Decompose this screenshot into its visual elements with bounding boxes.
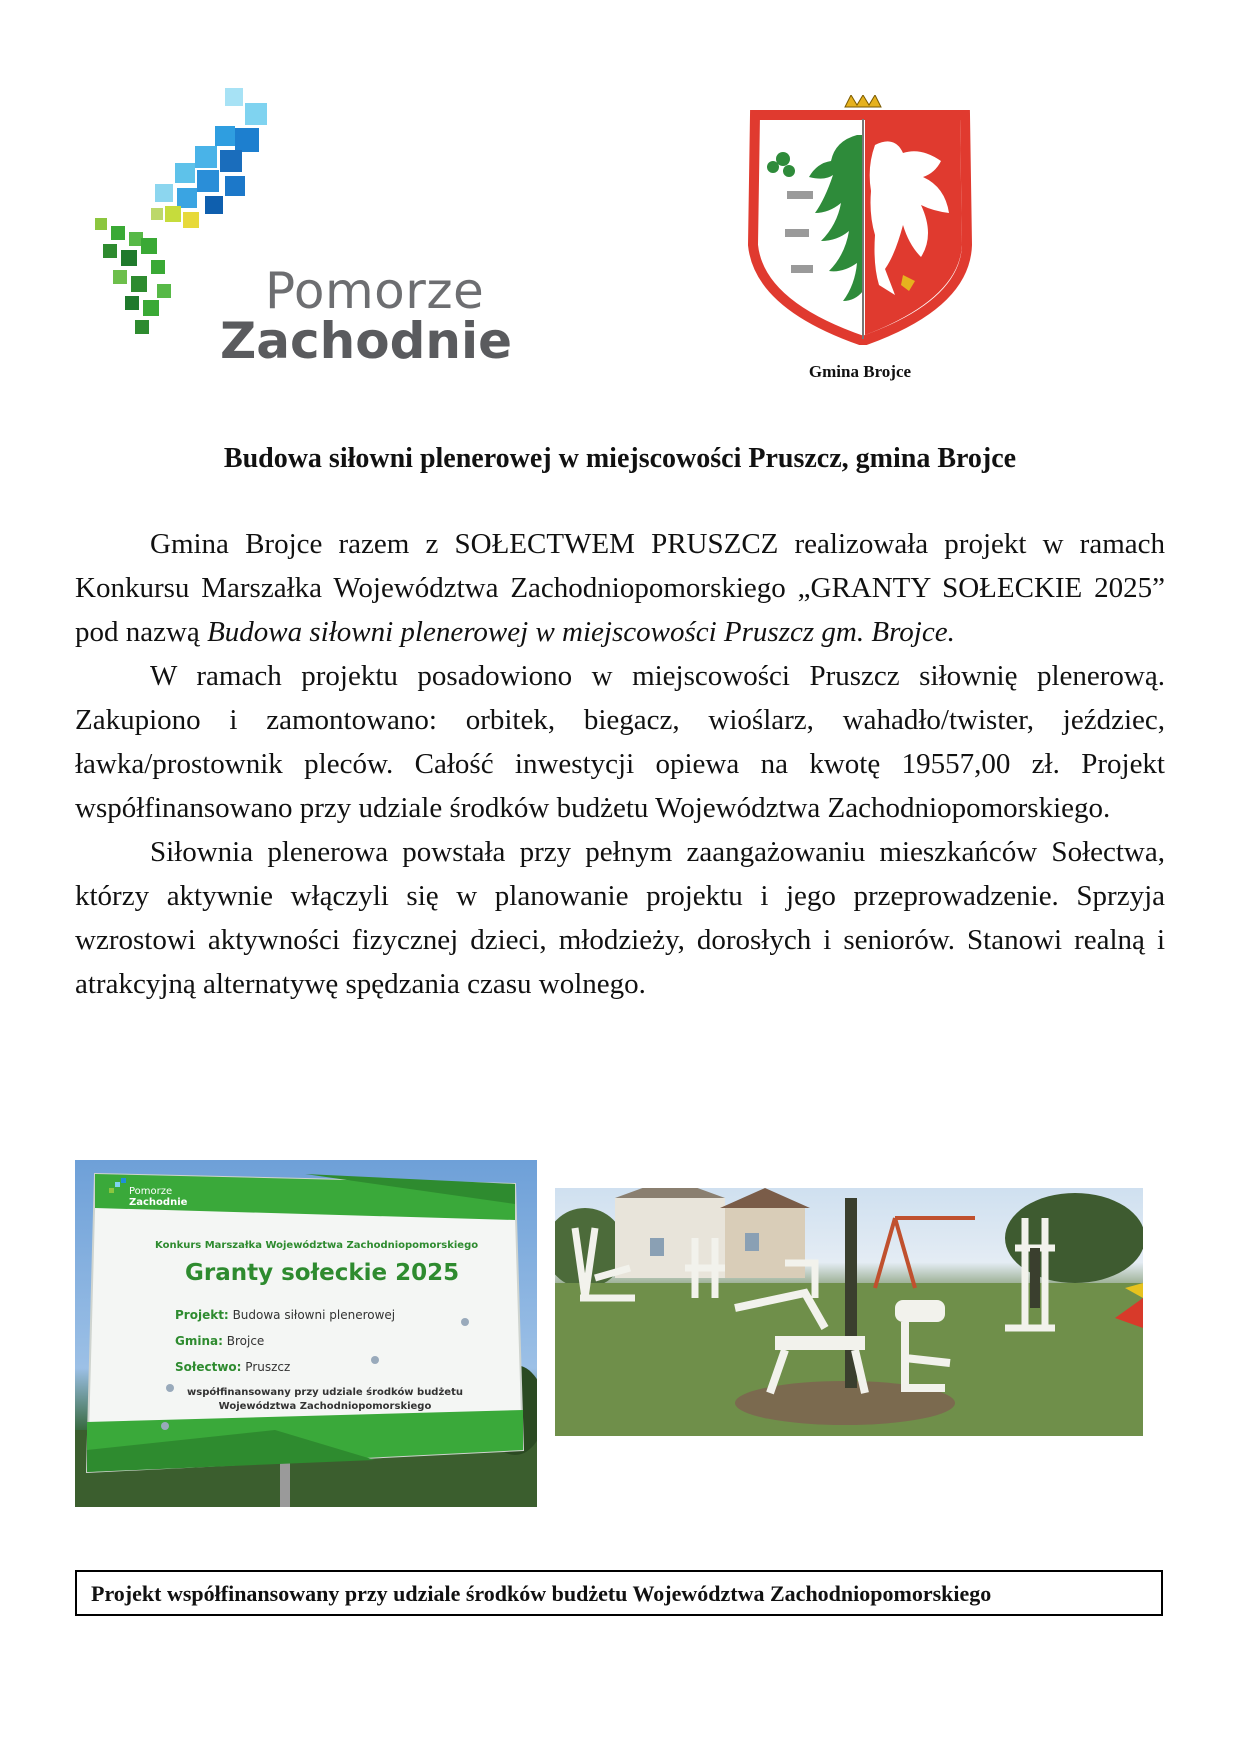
board-solectwo-row [175,1360,290,1374]
board-project-value: Budowa siłowni plenerowej [232,1308,396,1322]
board-project-row [175,1308,395,1322]
coat-of-arms-icon [745,95,975,345]
paragraph-2: W ramach projektu posadowiono w miejscowości Pruszcz siłownię plenerową. Zakupiono i zamontowano: orbitek, biegacz, wioślarz, wahadło/twister, jeździec, ławka/prostownik pleców. Całość inwestycji opiewa na kwotę 19557,00 zł. Projekt współfinansowano przy udziale środków budżetu Województwa Zachodniopomorskiego. [75,660,1165,824]
paragraph-1-lead: Gmina Brojce razem z SOŁECTWEM PRUSZCZ realizowała projekt w ramach Konkursu Marszałka Województwa Zachodniopomorskiego „GRANTY SOŁECKIE 2025” pod nazwą [75,528,1165,648]
grant-board-image [75,1160,537,1507]
paragraph-3: Siłownia plenerowa powstała przy pełnym zaangażowaniu mieszkańców Sołectwa, którzy aktywnie włączyli się w planowanie projektu i jego przeprowadzenie. Sprzyja wzrostowi aktywności fizycznej dzieci, młodzieży, dorosłych i seniorów. Stanowi realną i atrakcyjną alternatywę spędzania czasu wolnego. [75,836,1165,1000]
outdoor-gym-image [555,1188,1143,1436]
logo-text-pomorze: Pomorze [265,262,485,320]
outdoor-gym-photo [555,1188,1143,1436]
board-project-label: Projekt: [175,1308,229,1322]
board-cofinance-line1: współfinansowany przy udziale środków budżetu [187,1387,463,1398]
board-heading: Granty sołeckie 2025 [185,1260,460,1286]
board-gmina-label: Gmina: [175,1334,223,1348]
pomorze-zachodnie-logo [95,88,515,378]
board-gmina-value: Brojce [226,1334,265,1348]
board-logo [129,1186,187,1208]
board-gmina-row [175,1334,264,1348]
board-logo-line2: Zachodnie [129,1197,188,1208]
paragraph-1-project-name: Budowa siłowni plenerowej w miejscowości Pruszcz gm. Brojce. [207,616,955,648]
document-title: Budowa siłowni plenerowej w miejscowości Pruszcz, gmina Brojce [223,443,1017,474]
coat-of-arms-caption: Gmina Brojce [808,362,912,381]
paragraph-1 [75,522,1165,654]
board-solectwo-value: Pruszcz [245,1360,291,1374]
document-body [75,522,1165,1006]
footer-cofinance-text: Projekt współfinansowany przy udziale środków budżetu Województwa Zachodniopomorskiego [91,1581,992,1606]
board-cofinance [175,1386,475,1414]
board-contest: Konkurs Marszałka Województwa Zachodniopomorskiego [155,1240,479,1251]
footer-cofinance-box [75,1570,1163,1616]
grant-board-photo [75,1160,537,1507]
board-cofinance-line2: Województwa Zachodniopomorskiego [218,1401,432,1412]
board-logo-line1: Pomorze [129,1186,173,1197]
board-solectwo-label: Sołectwo: [175,1360,242,1374]
logo-text-zachodnie: Zachodnie [220,312,513,370]
